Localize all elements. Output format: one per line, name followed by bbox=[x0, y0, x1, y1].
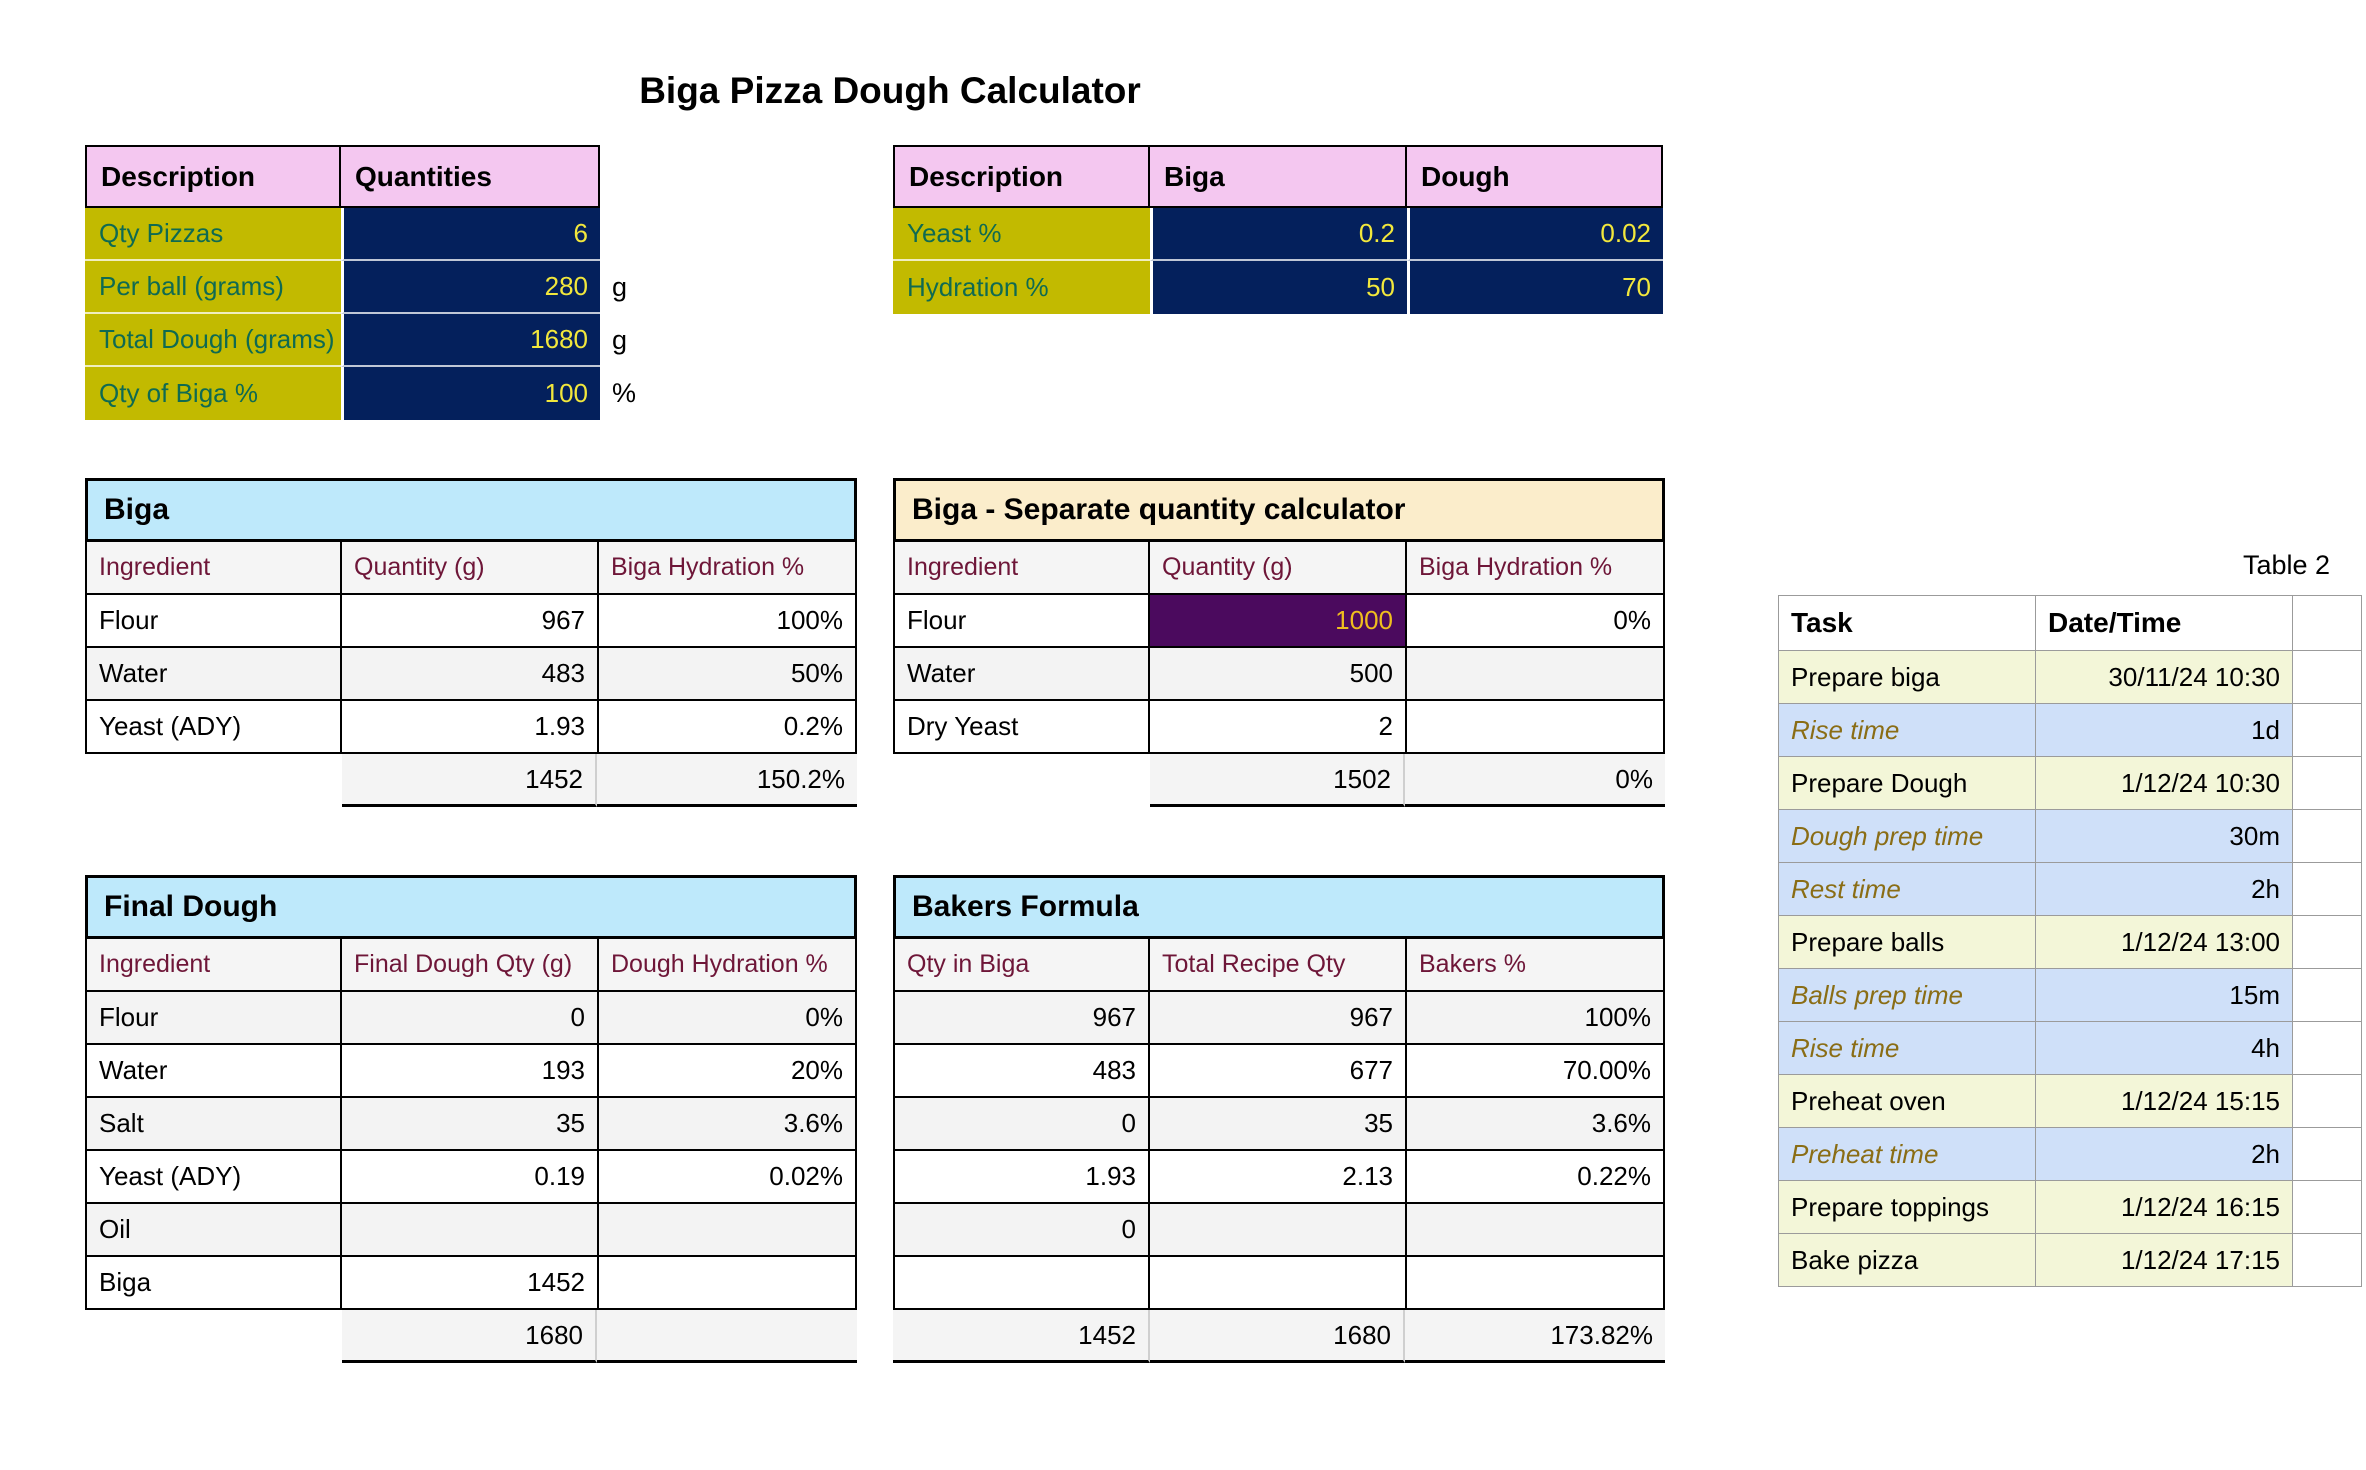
ingredient-cell: Yeast (ADY) bbox=[85, 701, 340, 754]
col-header-biga: Biga bbox=[1150, 145, 1407, 208]
final-dough-table bbox=[85, 875, 857, 1363]
quantity-cell: 1.93 bbox=[340, 701, 597, 754]
qty-in-biga-cell: 483 bbox=[893, 1045, 1148, 1098]
empty-cell bbox=[2292, 1075, 2362, 1128]
bakers-pct-cell bbox=[1405, 1257, 1665, 1310]
task-value[interactable]: 4h bbox=[2035, 1022, 2292, 1075]
table2-caption: Table 2 bbox=[2243, 550, 2331, 580]
hydration-cell: 100% bbox=[597, 595, 857, 648]
ingredient-cell: Dry Yeast bbox=[893, 701, 1148, 754]
task-label: Rise time bbox=[1778, 704, 2035, 757]
col-header: Total Recipe Qty bbox=[1148, 939, 1405, 992]
total-cell: 173.82% bbox=[1405, 1310, 1665, 1363]
empty-cell bbox=[2292, 916, 2362, 969]
input-cell-per-ball[interactable]: 280 bbox=[341, 261, 600, 314]
qty-in-biga-cell: 0 bbox=[893, 1204, 1148, 1257]
input-cell-flour-qty[interactable]: 1000 bbox=[1148, 595, 1405, 648]
total-recipe-cell: 35 bbox=[1148, 1098, 1405, 1151]
row-label-qty-pizzas: Qty Pizzas bbox=[85, 208, 341, 261]
section-title-bakers-formula: Bakers Formula bbox=[893, 875, 1665, 939]
quantity-cell bbox=[340, 1204, 597, 1257]
ingredient-cell: Water bbox=[893, 648, 1148, 701]
hydration-cell bbox=[597, 1204, 857, 1257]
hydration-cell: 0% bbox=[1405, 595, 1665, 648]
task-value[interactable]: 30/11/24 10:30 bbox=[2035, 651, 2292, 704]
total-cell: 150.2% bbox=[597, 754, 857, 807]
bakers-pct-cell: 0.22% bbox=[1405, 1151, 1665, 1204]
hydration-cell: 0.2% bbox=[597, 701, 857, 754]
task-label: Prepare toppings bbox=[1778, 1181, 2035, 1234]
quantity-cell: 2 bbox=[1148, 701, 1405, 754]
empty-cell bbox=[2292, 810, 2362, 863]
bakers-pct-cell: 100% bbox=[1405, 992, 1665, 1045]
quantity-cell: 967 bbox=[340, 595, 597, 648]
quantities-table bbox=[85, 145, 600, 420]
schedule-table bbox=[1778, 595, 2362, 1287]
row-label-per-ball: Per ball (grams) bbox=[85, 261, 341, 314]
unit-percent: % bbox=[612, 378, 637, 408]
total-cell: 1680 bbox=[1150, 1310, 1405, 1363]
section-title-biga: Biga bbox=[85, 478, 857, 542]
total-recipe-cell: 677 bbox=[1148, 1045, 1405, 1098]
ingredient-cell: Water bbox=[85, 1045, 340, 1098]
empty-cell bbox=[2292, 1181, 2362, 1234]
empty-cell bbox=[2292, 1128, 2362, 1181]
empty-cell bbox=[2292, 1022, 2362, 1075]
task-label: Preheat oven bbox=[1778, 1075, 2035, 1128]
qty-in-biga-cell: 1.93 bbox=[893, 1151, 1148, 1204]
section-title-biga-separate: Biga - Separate quantity calculator bbox=[893, 478, 1665, 542]
total-cell: 1452 bbox=[342, 754, 597, 807]
col-header: Quantity (g) bbox=[340, 542, 597, 595]
col-header: Ingredient bbox=[85, 939, 340, 992]
col-header: Qty in Biga bbox=[893, 939, 1148, 992]
bakers-formula-table bbox=[893, 875, 1665, 1363]
ingredient-cell: Oil bbox=[85, 1204, 340, 1257]
task-label: Balls prep time bbox=[1778, 969, 2035, 1022]
input-cell-qty-pizzas[interactable]: 6 bbox=[341, 208, 600, 261]
quantity-cell: 0 bbox=[340, 992, 597, 1045]
ingredient-cell: Flour bbox=[85, 595, 340, 648]
total-cell: 0% bbox=[1405, 754, 1665, 807]
quantity-cell: 1452 bbox=[340, 1257, 597, 1310]
col-header-task: Task bbox=[1778, 596, 2035, 651]
task-label: Rest time bbox=[1778, 863, 2035, 916]
empty-cell bbox=[2292, 704, 2362, 757]
task-label: Bake pizza bbox=[1778, 1234, 2035, 1287]
task-label: Prepare Dough bbox=[1778, 757, 2035, 810]
bakers-pct-cell: 70.00% bbox=[1405, 1045, 1665, 1098]
hydration-cell: 20% bbox=[597, 1045, 857, 1098]
bakers-pct-cell: 3.6% bbox=[1405, 1098, 1665, 1151]
quantity-cell: 193 bbox=[340, 1045, 597, 1098]
input-cell-yeast-biga[interactable]: 0.2 bbox=[1150, 208, 1407, 261]
total-cell: 1680 bbox=[342, 1310, 597, 1363]
total-cell: 1502 bbox=[1150, 754, 1405, 807]
input-cell-yeast-dough[interactable]: 0.02 bbox=[1407, 208, 1663, 261]
total-recipe-cell: 967 bbox=[1148, 992, 1405, 1045]
col-header: Final Dough Qty (g) bbox=[340, 939, 597, 992]
col-header: Ingredient bbox=[893, 542, 1148, 595]
task-label: Preheat time bbox=[1778, 1128, 2035, 1181]
quantity-cell: 483 bbox=[340, 648, 597, 701]
row-label-total-dough: Total Dough (grams) bbox=[85, 314, 341, 367]
task-label: Rise time bbox=[1778, 1022, 2035, 1075]
task-value[interactable]: 1/12/24 10:30 bbox=[2035, 757, 2292, 810]
row-label-yeast-pct: Yeast % bbox=[893, 208, 1150, 261]
total-cell: 1452 bbox=[893, 1310, 1150, 1363]
unit-grams-1: g bbox=[612, 272, 628, 302]
total-recipe-cell: 2.13 bbox=[1148, 1151, 1405, 1204]
hydration-cell: 0% bbox=[597, 992, 857, 1045]
task-value[interactable]: 15m bbox=[2035, 969, 2292, 1022]
input-cell-hydration-dough[interactable]: 70 bbox=[1407, 261, 1663, 314]
total-cell bbox=[597, 1310, 857, 1363]
empty-cell bbox=[2292, 651, 2362, 704]
task-value[interactable]: 1d bbox=[2035, 704, 2292, 757]
task-value[interactable]: 1/12/24 13:00 bbox=[2035, 916, 2292, 969]
quantity-cell: 500 bbox=[1148, 648, 1405, 701]
col-header-dough: Dough bbox=[1407, 145, 1663, 208]
task-value[interactable]: 30m bbox=[2035, 810, 2292, 863]
col-header-quantities: Quantities bbox=[341, 145, 600, 208]
hydration-cell bbox=[1405, 648, 1665, 701]
task-value[interactable]: 2h bbox=[2035, 863, 2292, 916]
value-cell-total-dough[interactable]: 1680 bbox=[341, 314, 600, 367]
ingredient-cell: Biga bbox=[85, 1257, 340, 1310]
qty-in-biga-cell bbox=[893, 1257, 1148, 1310]
unit-grams-2: g bbox=[612, 325, 628, 355]
hydration-cell: 3.6% bbox=[597, 1098, 857, 1151]
task-label: Prepare balls bbox=[1778, 916, 2035, 969]
empty-col-header bbox=[2292, 596, 2362, 651]
col-header: Biga Hydration % bbox=[597, 542, 857, 595]
ingredient-cell: Flour bbox=[85, 992, 340, 1045]
total-recipe-cell bbox=[1148, 1257, 1405, 1310]
section-title-final-dough: Final Dough bbox=[85, 875, 857, 939]
col-header: Quantity (g) bbox=[1148, 542, 1405, 595]
biga-separate-table bbox=[893, 478, 1665, 807]
qty-in-biga-cell: 967 bbox=[893, 992, 1148, 1045]
biga-table bbox=[85, 478, 857, 807]
total-recipe-cell bbox=[1148, 1204, 1405, 1257]
ingredient-cell: Flour bbox=[893, 595, 1148, 648]
ingredient-cell: Water bbox=[85, 648, 340, 701]
task-value[interactable]: 2h bbox=[2035, 1128, 2292, 1181]
row-label-hydration-pct: Hydration % bbox=[893, 261, 1150, 314]
col-header: Dough Hydration % bbox=[597, 939, 857, 992]
percentages-table bbox=[893, 145, 1663, 314]
col-header-description: Description bbox=[893, 145, 1150, 208]
quantity-cell: 35 bbox=[340, 1098, 597, 1151]
task-label: Dough prep time bbox=[1778, 810, 2035, 863]
empty-cell bbox=[2292, 757, 2362, 810]
task-value[interactable]: 1/12/24 15:15 bbox=[2035, 1075, 2292, 1128]
row-label-qty-biga-pct: Qty of Biga % bbox=[85, 367, 341, 420]
ingredient-cell: Yeast (ADY) bbox=[85, 1151, 340, 1204]
task-label: Prepare biga bbox=[1778, 651, 2035, 704]
empty-cell bbox=[2292, 1234, 2362, 1287]
qty-in-biga-cell: 0 bbox=[893, 1098, 1148, 1151]
empty-cell bbox=[2292, 969, 2362, 1022]
col-header: Biga Hydration % bbox=[1405, 542, 1665, 595]
bakers-pct-cell bbox=[1405, 1204, 1665, 1257]
page-title: Biga Pizza Dough Calculator bbox=[639, 70, 1141, 111]
hydration-cell bbox=[597, 1257, 857, 1310]
input-cell-qty-biga-pct[interactable]: 100 bbox=[341, 367, 600, 420]
col-header: Ingredient bbox=[85, 542, 340, 595]
hydration-cell: 50% bbox=[597, 648, 857, 701]
quantity-cell: 0.19 bbox=[340, 1151, 597, 1204]
ingredient-cell: Salt bbox=[85, 1098, 340, 1151]
col-header: Bakers % bbox=[1405, 939, 1665, 992]
empty-cell bbox=[2292, 863, 2362, 916]
hydration-cell bbox=[1405, 701, 1665, 754]
input-cell-hydration-biga[interactable]: 50 bbox=[1150, 261, 1407, 314]
hydration-cell: 0.02% bbox=[597, 1151, 857, 1204]
task-value[interactable]: 1/12/24 16:15 bbox=[2035, 1181, 2292, 1234]
task-value[interactable]: 1/12/24 17:15 bbox=[2035, 1234, 2292, 1287]
col-header-description: Description bbox=[85, 145, 341, 208]
col-header-datetime: Date/Time bbox=[2035, 596, 2292, 651]
